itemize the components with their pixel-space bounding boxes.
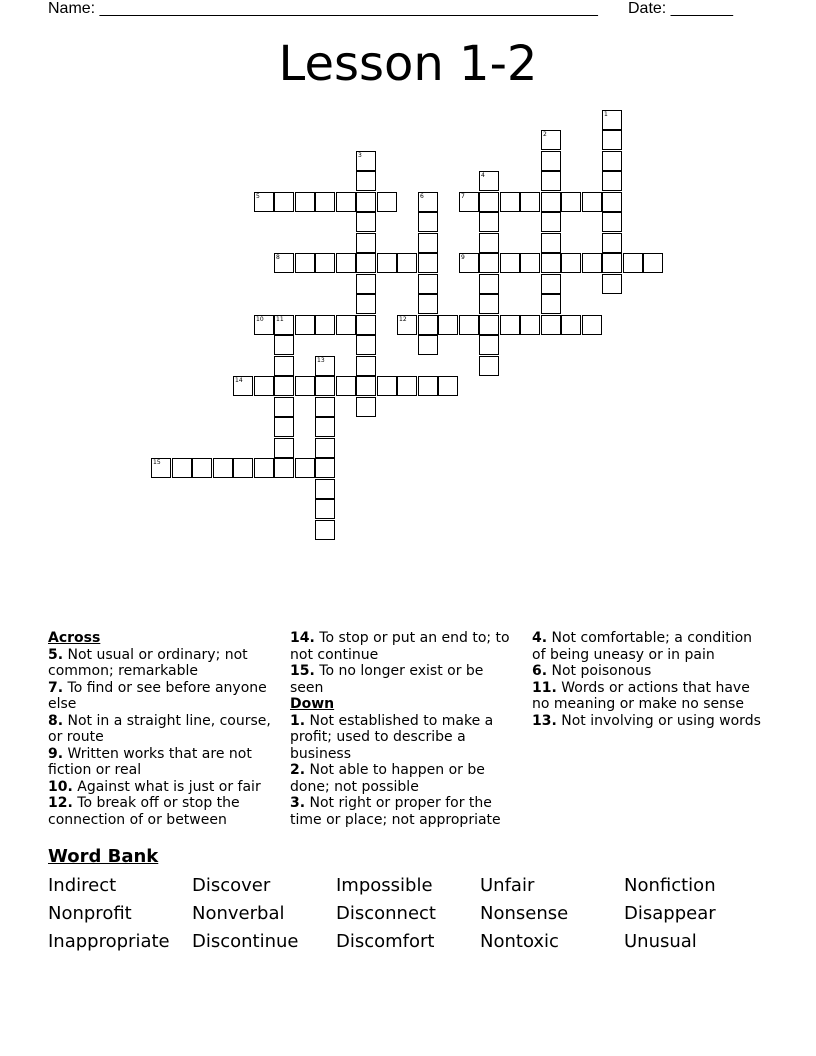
clue-across-15: 15. To no longer exist or be seen <box>290 663 484 696</box>
clue-across-10: 10. Against what is just or fair <box>48 778 261 795</box>
crossword-cell[interactable] <box>479 253 499 273</box>
crossword-cell[interactable] <box>274 397 294 417</box>
crossword-cell[interactable] <box>602 171 622 191</box>
clue-across-14: 14. To stop or put an end to; to not continue <box>290 630 510 663</box>
crossword-cell[interactable] <box>356 397 376 417</box>
crossword-cell[interactable] <box>418 233 438 253</box>
crossword-cell[interactable] <box>500 192 520 212</box>
cell-number: 12 <box>399 316 407 323</box>
crossword-cell[interactable] <box>479 274 499 294</box>
crossword-cell[interactable] <box>315 192 335 212</box>
crossword-cell[interactable] <box>541 315 561 335</box>
crossword-cell[interactable] <box>418 294 438 314</box>
crossword-cell[interactable] <box>274 438 294 458</box>
crossword-cell[interactable] <box>397 376 417 396</box>
word-bank-item: Disconnect <box>336 903 436 924</box>
crossword-cell[interactable] <box>336 315 356 335</box>
crossword-cell[interactable] <box>356 376 376 396</box>
crossword-cell[interactable] <box>479 356 499 376</box>
crossword-cell[interactable] <box>602 233 622 253</box>
crossword-cell[interactable] <box>315 438 335 458</box>
crossword-cell[interactable] <box>254 315 274 335</box>
clue-down-3: 3. Not right or proper for the time or place; not appropriate <box>290 795 501 828</box>
cell-number: 13 <box>317 357 325 364</box>
crossword-cell[interactable] <box>479 335 499 355</box>
word-bank-item: Nonfiction <box>624 875 716 896</box>
crossword-cell[interactable] <box>602 274 622 294</box>
cell-number: 9 <box>461 254 465 261</box>
crossword-cell[interactable] <box>315 315 335 335</box>
crossword-cell[interactable] <box>377 376 397 396</box>
clue-down-4: 4. Not comfortable; a condition of being uneasy or in pain <box>532 630 753 663</box>
word-bank-item: Discomfort <box>336 931 435 952</box>
crossword-cell[interactable] <box>479 233 499 253</box>
crossword-cell[interactable] <box>541 253 561 273</box>
crossword-cell[interactable] <box>356 294 376 314</box>
crossword-cell[interactable] <box>274 458 294 478</box>
clues-column-2 <box>290 630 518 828</box>
word-bank-title: Word Bank <box>48 846 159 867</box>
down-heading: Down <box>290 696 335 712</box>
crossword-cell[interactable] <box>541 192 561 212</box>
crossword-cell[interactable] <box>520 253 540 273</box>
crossword-cell[interactable] <box>336 192 356 212</box>
crossword-cell[interactable] <box>582 192 602 212</box>
crossword-cell[interactable] <box>602 130 622 150</box>
date-field[interactable]: Date: _______ <box>628 0 733 17</box>
crossword-cell[interactable] <box>602 253 622 273</box>
crossword-cell[interactable] <box>356 171 376 191</box>
cell-number: 3 <box>358 152 362 159</box>
clue-down-13: 13. Not involving or using words <box>532 712 761 729</box>
name-field[interactable]: Name: ________________________________________________________ <box>48 0 598 17</box>
crossword-cell[interactable] <box>315 253 335 273</box>
crossword-cell[interactable] <box>561 253 581 273</box>
cell-number: 10 <box>256 316 264 323</box>
crossword-cell[interactable] <box>602 212 622 232</box>
crossword-cell[interactable] <box>479 212 499 232</box>
crossword-cell[interactable] <box>274 417 294 437</box>
crossword-cell[interactable] <box>438 376 458 396</box>
crossword-cell[interactable] <box>274 376 294 396</box>
crossword-cell[interactable] <box>356 192 376 212</box>
crossword-cell[interactable] <box>274 192 294 212</box>
crossword-cell[interactable] <box>356 335 376 355</box>
crossword-cell[interactable] <box>541 233 561 253</box>
crossword-cell[interactable] <box>541 171 561 191</box>
crossword-cell[interactable] <box>295 458 315 478</box>
crossword-cell[interactable] <box>643 253 663 273</box>
cell-number: 1 <box>604 111 608 118</box>
crossword-cell[interactable] <box>295 376 315 396</box>
clue-across-5: 5. Not usual or ordinary; not common; remarkable <box>48 646 248 679</box>
page-title: Lesson 1-2 <box>278 36 538 92</box>
crossword-cell[interactable] <box>295 315 315 335</box>
crossword-cell[interactable] <box>418 335 438 355</box>
crossword-cell[interactable] <box>418 212 438 232</box>
crossword-cell[interactable] <box>315 397 335 417</box>
clue-across-9: 9. Written works that are not fiction or real <box>48 745 252 778</box>
crossword-cell[interactable] <box>233 458 253 478</box>
crossword-cell[interactable] <box>541 212 561 232</box>
crossword-cell[interactable] <box>602 110 622 130</box>
crossword-cell[interactable] <box>479 192 499 212</box>
word-bank-item: Nontoxic <box>480 931 559 952</box>
word-bank-item: Disappear <box>624 903 716 924</box>
across-heading: Across <box>48 630 101 646</box>
crossword-cell[interactable] <box>151 458 171 478</box>
crossword-cell[interactable] <box>274 335 294 355</box>
crossword-cell[interactable] <box>561 315 581 335</box>
clue-down-6: 6. Not poisonous <box>532 663 652 679</box>
crossword-cell[interactable] <box>541 274 561 294</box>
clues-column-1 <box>48 630 276 828</box>
crossword-cell[interactable] <box>459 253 479 273</box>
crossword-cell[interactable] <box>541 151 561 171</box>
crossword-cell[interactable] <box>315 520 335 540</box>
crossword-cell[interactable] <box>582 315 602 335</box>
crossword-cell[interactable] <box>356 315 376 335</box>
clues-column-3 <box>532 630 764 729</box>
crossword-cell[interactable] <box>418 253 438 273</box>
crossword-cell[interactable] <box>500 315 520 335</box>
word-bank-item: Nonsense <box>480 903 569 924</box>
crossword-cell[interactable] <box>356 212 376 232</box>
crossword-cell[interactable] <box>356 233 376 253</box>
crossword-cell[interactable] <box>582 253 602 273</box>
crossword-cell[interactable] <box>438 315 458 335</box>
crossword-cell[interactable] <box>356 253 376 273</box>
crossword-cell[interactable] <box>356 274 376 294</box>
cell-number: 4 <box>481 172 485 179</box>
crossword-cell[interactable] <box>397 253 417 273</box>
clue-across-8: 8. Not in a straight line, course, or route <box>48 712 271 745</box>
crossword-cell[interactable] <box>356 151 376 171</box>
crossword-cell[interactable] <box>274 315 294 335</box>
crossword-cell[interactable] <box>274 253 294 273</box>
crossword-cell[interactable] <box>254 376 274 396</box>
crossword-cell[interactable] <box>397 315 417 335</box>
crossword-cell[interactable] <box>418 274 438 294</box>
crossword-cell[interactable] <box>315 458 335 478</box>
crossword-cell[interactable] <box>172 458 192 478</box>
clue-down-2: 2. Not able to happen or be done; not possible <box>290 762 485 795</box>
word-bank-item: Nonprofit <box>48 903 132 924</box>
cell-number: 8 <box>276 254 280 261</box>
crossword-cell[interactable] <box>561 192 581 212</box>
cell-number: 5 <box>256 193 260 200</box>
word-bank-item: Discontinue <box>192 931 299 952</box>
cell-number: 7 <box>461 193 465 200</box>
crossword-cell[interactable] <box>192 458 212 478</box>
crossword-cell[interactable] <box>459 192 479 212</box>
crossword-cell[interactable] <box>254 458 274 478</box>
crossword-cell[interactable] <box>479 315 499 335</box>
crossword-cell[interactable] <box>500 253 520 273</box>
crossword-cell[interactable] <box>520 192 540 212</box>
word-bank-item: Unfair <box>480 875 535 896</box>
crossword-cell[interactable] <box>315 417 335 437</box>
crossword-cell[interactable] <box>602 151 622 171</box>
crossword-cell[interactable] <box>623 253 643 273</box>
cell-number: 11 <box>276 316 284 323</box>
crossword-cell[interactable] <box>315 499 335 519</box>
crossword-cell[interactable] <box>315 479 335 499</box>
cell-number: 14 <box>235 377 243 384</box>
crossword-cell[interactable] <box>315 356 335 376</box>
cell-number: 6 <box>420 193 424 200</box>
crossword-cell[interactable] <box>541 294 561 314</box>
crossword-cell[interactable] <box>233 376 253 396</box>
crossword-cell[interactable] <box>336 376 356 396</box>
crossword-cell[interactable] <box>541 130 561 150</box>
crossword-cell[interactable] <box>418 376 438 396</box>
crossword-cell[interactable] <box>295 192 315 212</box>
clue-across-12: 12. To break off or stop the connection of or between <box>48 795 240 828</box>
crossword-cell[interactable] <box>336 253 356 273</box>
crossword-cell[interactable] <box>315 376 335 396</box>
crossword-cell[interactable] <box>418 192 438 212</box>
crossword-cell[interactable] <box>356 356 376 376</box>
word-bank-item: Unusual <box>624 931 697 952</box>
word-bank-item: Indirect <box>48 875 117 896</box>
crossword-cell[interactable] <box>377 253 397 273</box>
cell-number: 15 <box>153 459 161 466</box>
crossword-cell[interactable] <box>459 315 479 335</box>
word-bank-item: Nonverbal <box>192 903 285 924</box>
crossword-cell[interactable] <box>377 192 397 212</box>
cell-number: 2 <box>543 131 547 138</box>
clue-across-7: 7. To find or see before anyone else <box>48 679 267 712</box>
crossword-cell[interactable] <box>418 315 438 335</box>
clue-down-11: 11. Words or actions that have no meaning or make no sense <box>532 679 750 712</box>
crossword-cell[interactable] <box>295 253 315 273</box>
crossword-cell[interactable] <box>479 171 499 191</box>
crossword-cell[interactable] <box>520 315 540 335</box>
crossword-cell[interactable] <box>274 356 294 376</box>
word-bank-item: Discover <box>192 875 271 896</box>
clue-down-1: 1. Not established to make a profit; used to describe a business <box>290 712 494 762</box>
crossword-cell[interactable] <box>602 192 622 212</box>
word-bank-item: Impossible <box>336 875 433 896</box>
crossword-cell[interactable] <box>254 192 274 212</box>
crossword-cell[interactable] <box>479 294 499 314</box>
word-bank-item: Inappropriate <box>48 931 170 952</box>
crossword-cell[interactable] <box>213 458 233 478</box>
